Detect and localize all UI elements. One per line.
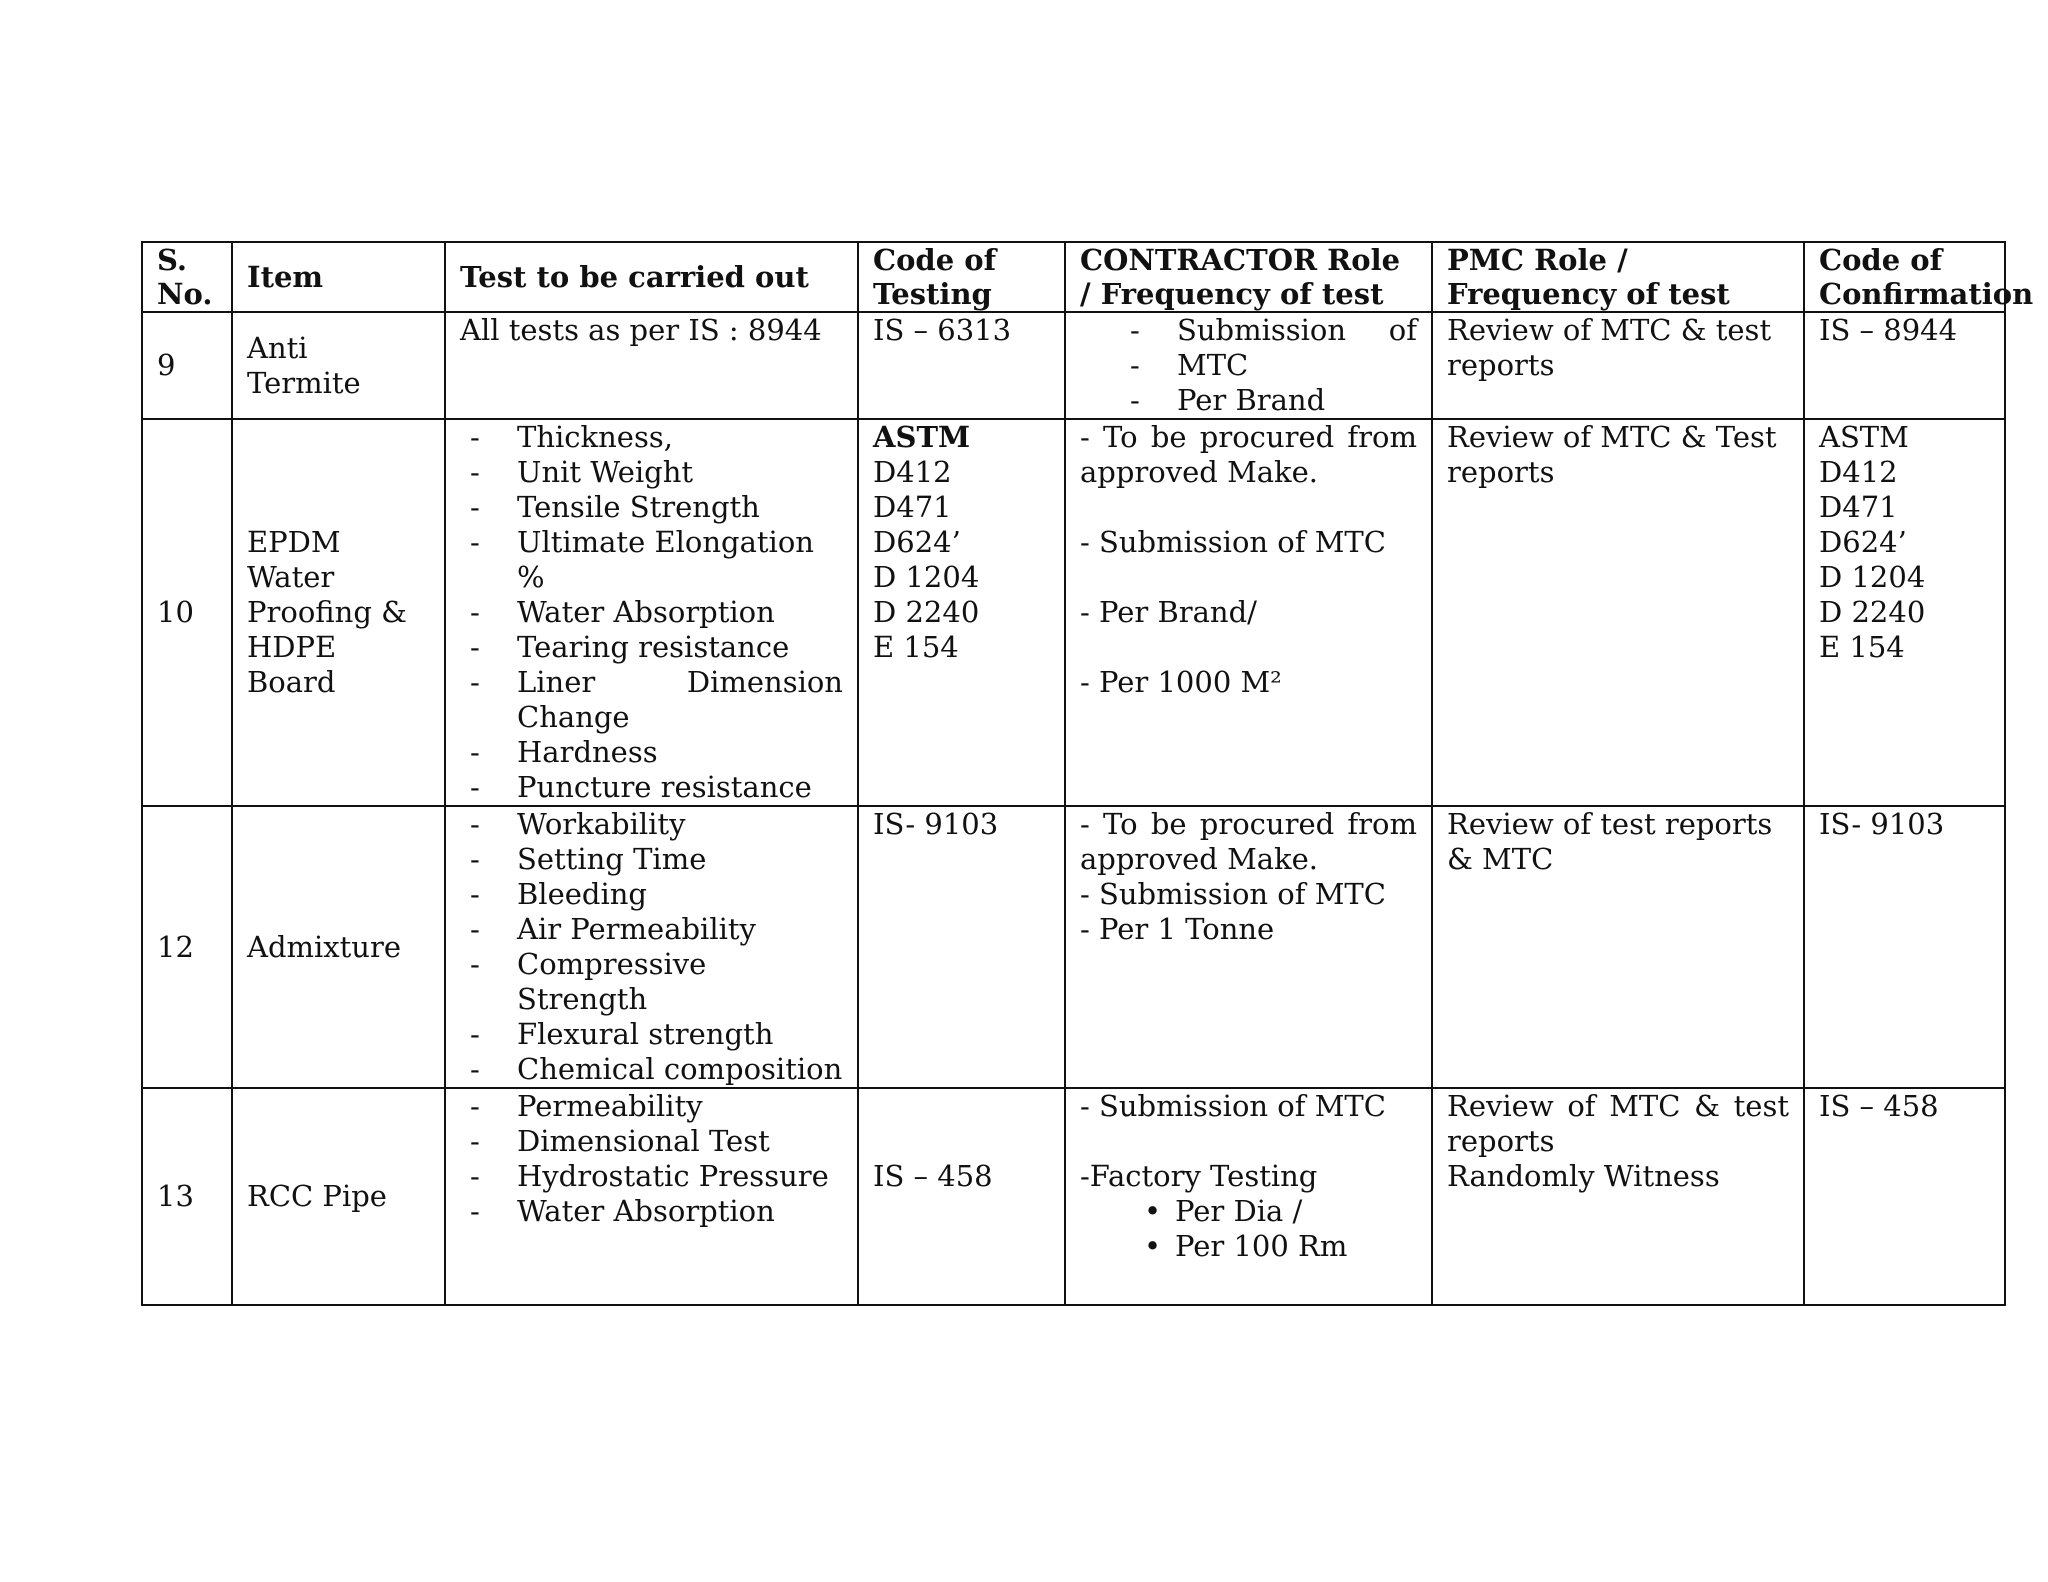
- row-tests: [445, 419, 858, 806]
- test-item: - Air Permeability: [460, 912, 843, 947]
- row-sno: 9: [142, 312, 232, 419]
- test-item: - Tensile Strength: [460, 490, 843, 525]
- header-row: [142, 242, 2005, 312]
- test-item: - Workability: [460, 807, 843, 842]
- table-row: [142, 419, 2005, 806]
- row-code-testing: IS- 9103: [858, 806, 1065, 1088]
- test-item: - Ultimate Elongation %: [460, 525, 843, 595]
- test-item: - Hardness: [460, 735, 843, 770]
- code-line: D624’: [1819, 525, 1907, 559]
- code-line: ASTM: [1819, 420, 1909, 454]
- test-item: - Dimensional Test: [460, 1124, 843, 1159]
- test-item: - Liner Dimension Change: [460, 665, 843, 735]
- test-item: - Bleeding: [460, 877, 843, 912]
- row-code-confirmation: IS- 9103: [1804, 806, 2005, 1088]
- test-item: - Puncture resistance: [460, 770, 843, 805]
- row-sno: 10: [142, 419, 232, 806]
- test-item: - Flexural strength: [460, 1017, 843, 1052]
- pmc-line: Review of MTC & test reports: [1447, 1089, 1789, 1158]
- contractor-line: -Factory Testing: [1080, 1159, 1318, 1193]
- row-code-testing: IS – 6313: [858, 312, 1065, 419]
- contractor-line: - Submission of: [1120, 313, 1417, 348]
- contractor-line: - Per 1 Tonne: [1080, 912, 1275, 946]
- test-item: - Water Absorption: [460, 595, 843, 630]
- code-line: D 2240: [873, 595, 980, 629]
- test-item: - Tearing resistance: [460, 630, 843, 665]
- row-pmc: Review of MTC & test reports: [1432, 312, 1804, 419]
- row-contractor: [1065, 806, 1432, 1088]
- row-pmc: Review of MTC & Test reports: [1432, 419, 1804, 806]
- contractor-line: - Submission of MTC: [1080, 525, 1386, 559]
- row-code-confirmation: IS – 458: [1804, 1088, 2005, 1305]
- pmc-line: Randomly Witness: [1447, 1159, 1720, 1193]
- quality-test-table: [141, 241, 2034, 1306]
- row-item: EPDM Water Proofing & HDPE Board: [232, 419, 445, 806]
- test-item: - Unit Weight: [460, 455, 843, 490]
- row-item: Anti Termite: [232, 312, 445, 419]
- row-code-testing: [858, 419, 1065, 806]
- code-line: IS – 458: [873, 1159, 993, 1193]
- row-code-confirmation: IS – 8944: [1804, 312, 2005, 419]
- contractor-line: - Per Brand/: [1080, 595, 1257, 629]
- row-sno: 12: [142, 806, 232, 1088]
- row-contractor: [1065, 1088, 1432, 1305]
- code-line: D471: [1819, 490, 1898, 524]
- contractor-line: - To be procured from approved Make.: [1080, 420, 1417, 489]
- test-item: - Hydrostatic Pressure: [460, 1159, 843, 1194]
- row-sno: 13: [142, 1088, 232, 1305]
- header-test: Test to be carried out: [445, 242, 858, 312]
- code-line: D471: [873, 490, 952, 524]
- test-item: - Water Absorption: [460, 1194, 843, 1229]
- header-code-testing: Code of Testing: [858, 242, 1065, 312]
- contractor-bullet: • Per 100 Rm: [1140, 1229, 1417, 1264]
- code-line: E 154: [873, 630, 959, 664]
- header-pmc: PMC Role / Frequency of test: [1432, 242, 1804, 312]
- table-row: [142, 1088, 2005, 1305]
- code-line: D412: [873, 455, 952, 489]
- row-code-testing: [858, 1088, 1065, 1305]
- code-line: D 1204: [1819, 560, 1926, 594]
- table-row: [142, 312, 2005, 419]
- test-item: - Compressive Strength: [460, 947, 843, 1017]
- test-item: - Thickness,: [460, 420, 843, 455]
- contractor-line: - MTC: [1120, 348, 1417, 383]
- contractor-line: - Per 1000 M²: [1080, 665, 1282, 699]
- code-line: D624’: [873, 525, 961, 559]
- contractor-line: - To be procured from approved Make.: [1080, 807, 1417, 876]
- row-contractor: [1065, 419, 1432, 806]
- row-item: RCC Pipe: [232, 1088, 445, 1305]
- contractor-bullet: • Per Dia /: [1140, 1194, 1417, 1229]
- row-tests: [445, 806, 858, 1088]
- contractor-line: - Per Brand: [1120, 383, 1417, 418]
- contractor-line: - Submission of MTC: [1080, 877, 1386, 911]
- code-line: D 2240: [1819, 595, 1926, 629]
- code-line: D 1204: [873, 560, 980, 594]
- row-code-confirmation: [1804, 419, 2005, 806]
- row-test: All tests as per IS : 8944: [445, 312, 858, 419]
- test-item: - Permeability: [460, 1089, 843, 1124]
- row-pmc: Review of test reports & MTC: [1432, 806, 1804, 1088]
- header-contractor: CONTRACTOR Role / Frequency of test: [1065, 242, 1432, 312]
- row-contractor: [1065, 312, 1432, 419]
- row-tests: [445, 1088, 858, 1305]
- test-item: - Setting Time: [460, 842, 843, 877]
- header-code-confirmation: Code of Confirmation: [1804, 242, 2005, 312]
- contractor-line: - Submission of MTC: [1080, 1089, 1386, 1123]
- header-item: Item: [232, 242, 445, 312]
- code-line: E 154: [1819, 630, 1905, 664]
- row-pmc: [1432, 1088, 1804, 1305]
- test-item: - Chemical composition: [460, 1052, 843, 1087]
- table-row: [142, 806, 2005, 1088]
- row-item: Admixture: [232, 806, 445, 1088]
- code-line: ASTM: [873, 420, 971, 454]
- code-line: D412: [1819, 455, 1898, 489]
- header-sno: S. No.: [142, 242, 232, 312]
